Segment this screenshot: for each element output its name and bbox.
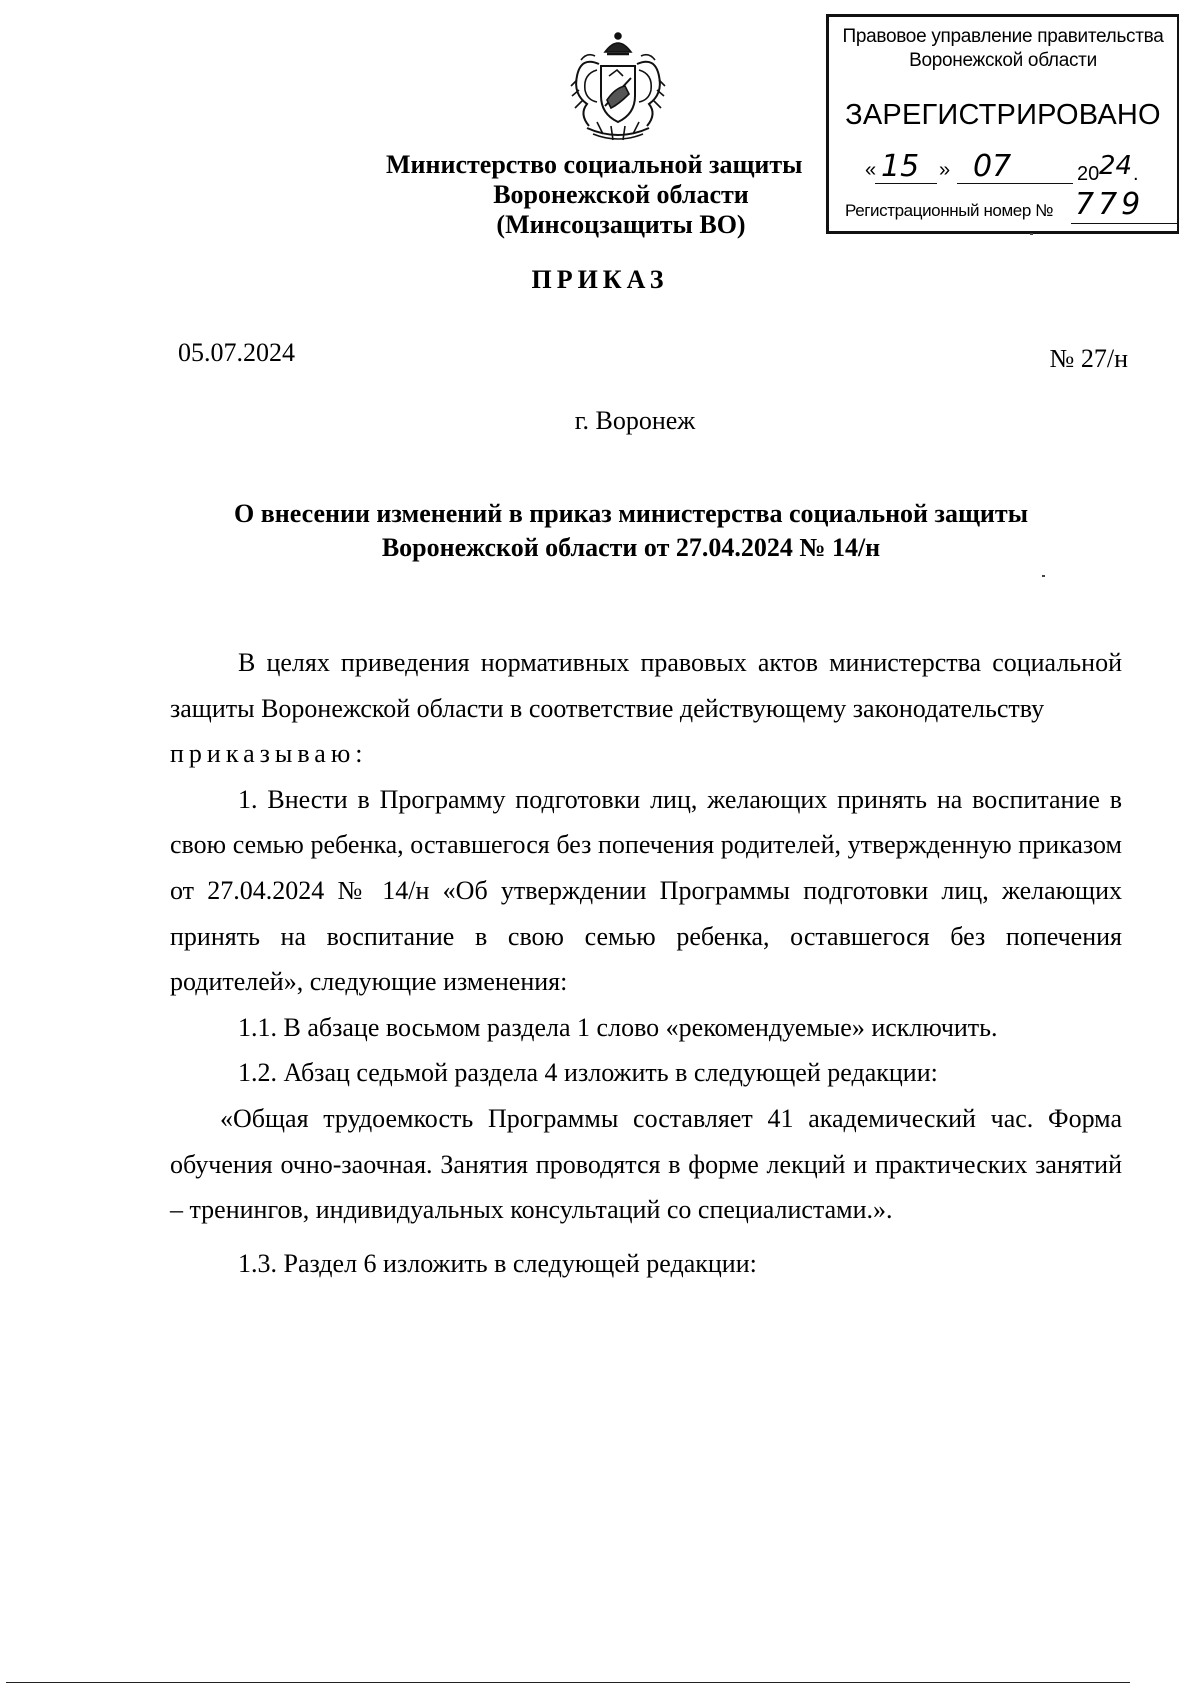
document-date: 05.07.2024 <box>178 338 295 367</box>
org-line-2: Воронежской области <box>493 180 749 209</box>
stamp-authority <box>829 25 1177 73</box>
organization-name <box>386 150 856 240</box>
registration-stamp <box>826 14 1179 234</box>
scan-edge-line <box>6 1682 1130 1683</box>
stamp-month: 07 <box>973 149 1012 184</box>
subject-line-1: О внесении изменений в приказ министерства социальной защиты <box>233 499 1028 528</box>
stamp-date: « 15 » 07 20 24 . <box>865 149 1139 185</box>
item-1-1: 1.1. В абзаце восьмом раздела 1 слово «рекомендуемые» исключить. <box>238 1012 998 1042</box>
org-line-3: (Минсоцзащиты ВО) <box>496 210 746 239</box>
document-city: г. Воронеж <box>574 406 696 435</box>
coat-of-arms-emblem <box>567 30 669 146</box>
stamp-reg-number <box>845 187 1175 227</box>
stamp-year-dot: . <box>1133 163 1139 185</box>
stamp-year-prefix: 20 <box>1077 163 1100 185</box>
org-line-1: Министерство социальной защиты <box>386 150 803 179</box>
quote-paragraph: «Общая трудоемкость Программы составляет 41 академический час. Форма обучения очно-заочная. Занятия проводятся в форме лекций и практических занятий – тренингов, индивидуальных консультаций со специалистами.». <box>170 1103 1122 1225</box>
item-1: 1. Внести в Программу подготовки лиц, желающих принять на воспитание в свою семью ребенка, оставшегося без попечения родителей, утвержденную приказом от 27.04.2024 № 14/н «Об утверждении Программы подготовки лиц, желающих принять на воспитание в свою семью ребенка, оставшегося без попечения родителей», следующие изменения: <box>170 784 1122 997</box>
stamp-line-1: Правовое управление правительства <box>842 26 1164 47</box>
scan-speck <box>1042 575 1045 577</box>
stamp-registered-label: ЗАРЕГИСТРИРОВАНО <box>845 99 1161 131</box>
document-number: № 27/н <box>1049 344 1128 373</box>
document-body <box>170 640 1122 1286</box>
stamp-year-suffix: 24 <box>1099 151 1133 181</box>
subject-line-2: Воронежской области от 27.04.2024 № 14/н <box>381 533 881 562</box>
scan-speck <box>1030 233 1033 235</box>
stamp-reg-value: 779 <box>1075 187 1145 222</box>
order-word: приказываю: <box>170 739 368 769</box>
item-1-2: 1.2. Абзац седьмой раздела 4 изложить в следующей редакции: <box>238 1058 938 1088</box>
item-1-3: 1.3. Раздел 6 изложить в следующей редакции: <box>238 1248 757 1278</box>
document-title: ПРИКАЗ <box>531 265 669 294</box>
stamp-reg-label: Регистрационный номер № <box>845 201 1054 220</box>
preamble-paragraph: В целях приведения нормативных правовых актов министерства социальной защиты Воронежской области в соответствие действующему законодательству <box>170 648 1122 723</box>
stamp-line-2: Воронежской области <box>909 50 1097 71</box>
stamp-day: 15 <box>881 149 920 184</box>
document-subject <box>170 497 1092 565</box>
